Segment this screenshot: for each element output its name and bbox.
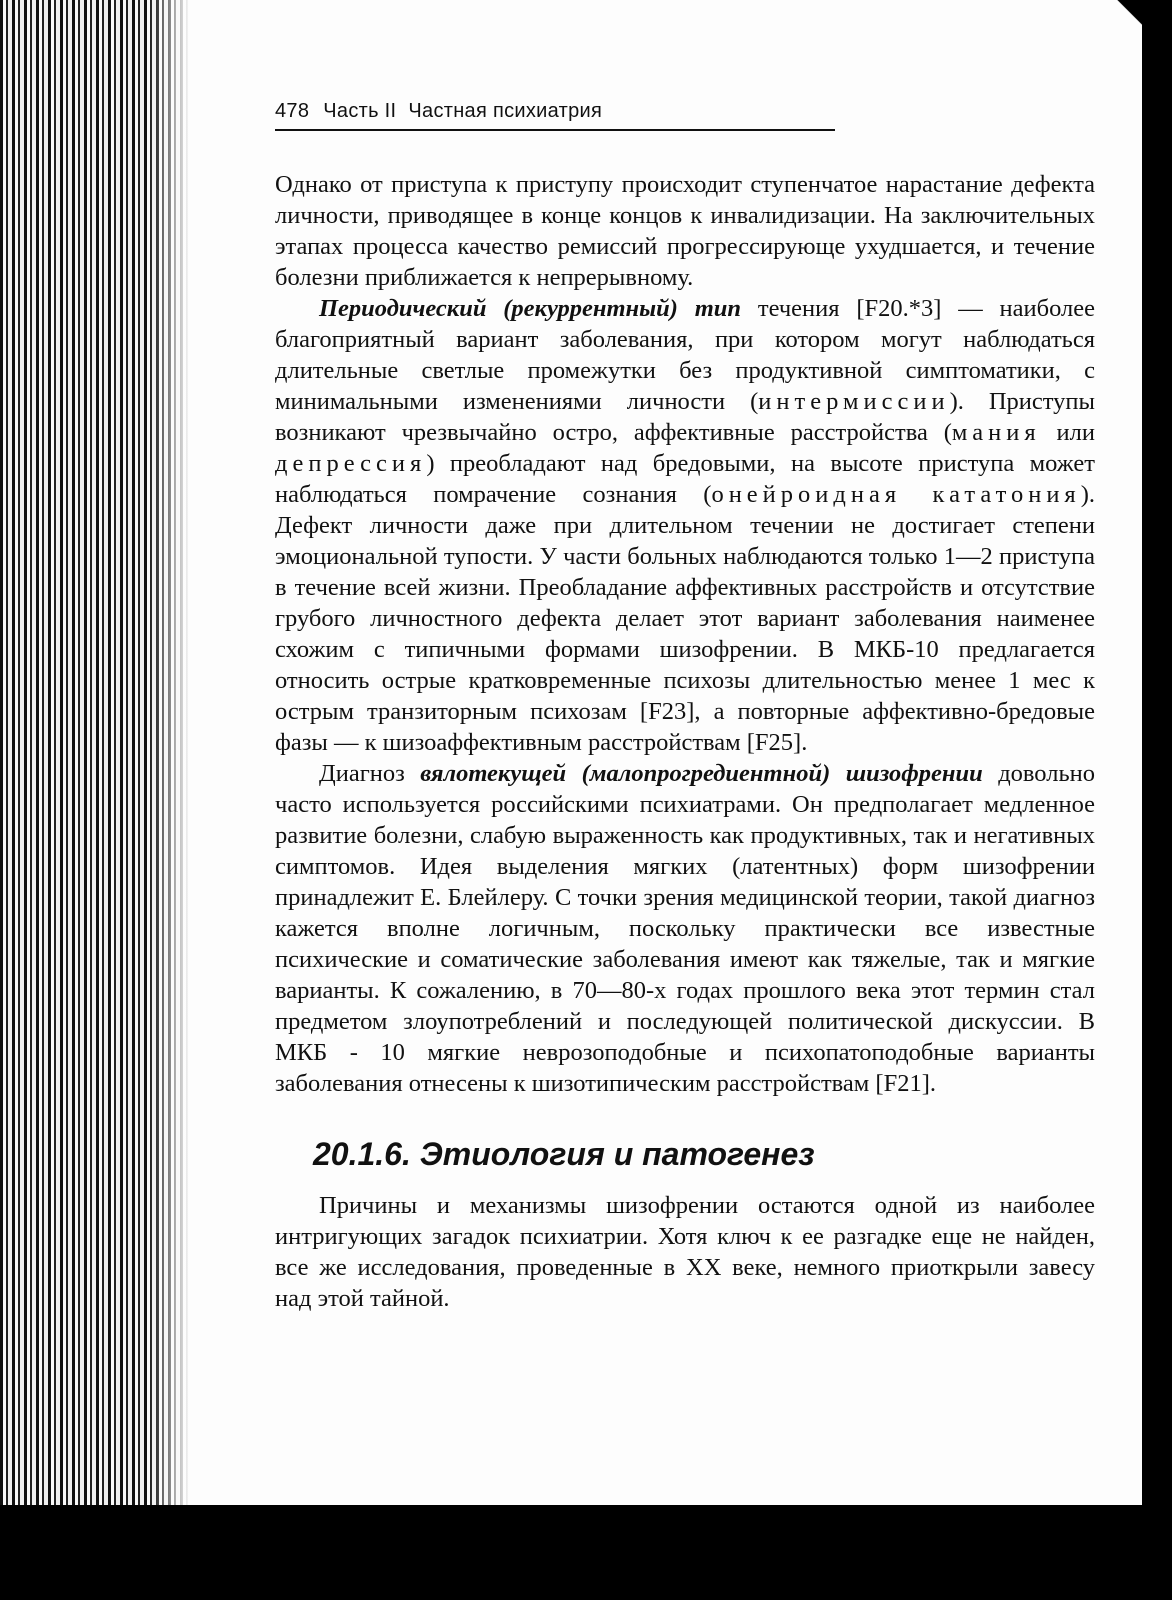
term-periodic-type: Периодический (рекуррентный) тип	[319, 295, 742, 322]
paragraph-2-text-b: ). Приступы возникают чрезвычайно остро, аффективные расстройства (	[275, 388, 1095, 446]
paragraph-2-text-a: течения [F20.*3] — наиболее благоприятный вариант заболевания, при котором могут наблюдаться длительные светлые промежутки без продуктивной симптоматики, с минимальными изменениями личности (	[275, 295, 1095, 415]
paragraph-2	[275, 293, 1095, 758]
paragraph-3	[275, 758, 1095, 1099]
paragraph-2-or: или	[1040, 419, 1096, 446]
running-head-title: Частная психиатрия	[408, 100, 603, 122]
term-sluggish-schizophrenia: вялотекущей (малопрогредиентной) шизофрении	[420, 760, 983, 787]
term-intermission: интермиссии	[758, 388, 950, 415]
paragraph-2-text-c: ) преобладают над бредовыми, на высоте приступа может наблюдаться помрачение сознания (	[275, 450, 1095, 508]
running-head	[275, 100, 835, 131]
page-number: 478	[275, 100, 310, 122]
scan-shadow-corner	[1112, 0, 1172, 60]
section-heading: 20.1.6. Этиология и патогенез	[313, 1136, 815, 1172]
part-label: Часть II	[323, 100, 397, 122]
paragraph-3-text-a: Диагноз	[319, 760, 421, 787]
term-oneiroid-catatonia: онейроидная кататония	[711, 481, 1081, 508]
scan-shadow-right	[1142, 0, 1172, 1600]
term-depression: депрессия	[275, 450, 427, 477]
paragraph-2-text-d: ). Дефект личности даже при длительном течении не достигает степени эмоциональной тупости. У части больных наблюдаются только 1—2 приступа в течение всей жизни. Преобладание аффективных расстройств и отсутствие грубого личностного дефекта делает этот вариант заболевания наименее схожим с типичными формами шизофрении. В МКБ-10 предлагается относить острые кратковременные психозы длительностью менее 1 мес к острым транзиторным психозам [F23], а повторные аффективно-бредовые фазы — к шизоаффективным расстройствам [F25].	[275, 481, 1095, 756]
paragraph-1: Однако от приступа к приступу происходит ступенчатое нарастание дефекта личности, приводящее в конце концов к инвалидизации. На заключительных этапах процесса качество ремиссий прогрессирующе ухудшается, и течение болезни приближается к непрерывному.	[275, 171, 1095, 291]
body-text	[275, 169, 1095, 1314]
book-edge-fade	[150, 0, 190, 1600]
term-mania: мания	[951, 419, 1041, 446]
scan-shadow-bottom	[0, 1505, 1172, 1600]
page-content	[275, 100, 1095, 1314]
section-paragraph: Причины и механизмы шизофрении остаются одной из наиболее интригующих загадок психиатрии. Хотя ключ к ее разгадке еще не найден, все же исследования, проведенные в XX веке, немного приоткрыли завесу над этой тайной.	[275, 1192, 1095, 1312]
paragraph-3-text-b: довольно часто используется российскими психиатрами. Он предполагает медленное развитие болезни, слабую выраженность как продуктивных, так и негативных симптомов. Идея выделения мягких (латентных) форм шизофрении принадлежит Е. Блейлеру. С точки зрения медицинской теории, такой диагноз кажется вполне логичным, поскольку практически все известные психические и соматические заболевания имеют как тяжелые, так и мягкие варианты. К сожалению, в 70—80-х годах прошлого века этот термин стал предметом злоупотреблений и последующей политической дискуссии. В МКБ - 10 мягкие неврозоподобные и психопатоподобные варианты заболевания отнесены к шизотипическим расстройствам [F21].	[275, 760, 1095, 1097]
